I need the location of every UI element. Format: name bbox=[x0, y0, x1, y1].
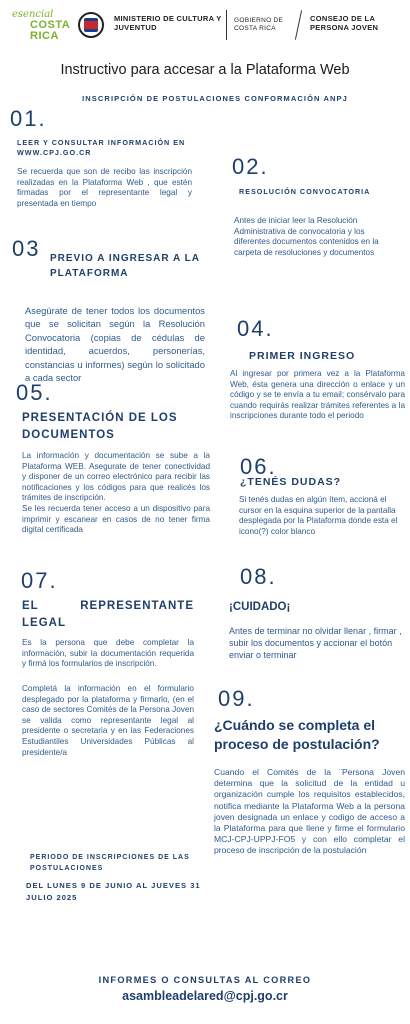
step-01-number: 01. bbox=[10, 106, 47, 131]
gobierno-label: GOBIERNO DE COSTA RICA bbox=[234, 17, 284, 32]
step-02-number: 02. bbox=[232, 154, 269, 179]
step-05-body: La información y documentación se sube a la Plataforma WEB. Asegurate de tener conectividad y disponer de un correo electrónico para recibir las notificaciones y los códigos para que realicés los trámites de inscripción. Se les recuerda tener acceso a un dispositivo para imprimir y escanear en casos de no tener firma digital certificada bbox=[22, 451, 210, 535]
registration-period-dates: DEL LUNES 9 DE JUNIO AL JUEVES 31 JULIO 2025 bbox=[26, 881, 201, 902]
step-01-body: Se recuerda que son de recibo las inscripción realizadas en la Plataforma Web , que estén firmadas por el representante legal y presentada en tiempo bbox=[17, 167, 192, 208]
step-07-number: 07. bbox=[21, 568, 58, 593]
step-07-body: Es la persona que debe completar la información, subir la documentación requerida y firmá los formularios de inscripción. bbox=[22, 638, 194, 669]
contact-label: INFORMES O CONSULTAS AL CORREO bbox=[98, 975, 312, 985]
step-05-heading: PRESENTACIÓN DE LOS DOCUMENTOS bbox=[22, 412, 178, 441]
page-subtitle: INSCRIPCIÓN DE POSTULACIONES CONFORMACIÓN ANPJ bbox=[82, 94, 348, 103]
ministerio-label: MINISTERIO DE CULTURA Y JUVENTUD bbox=[114, 14, 222, 32]
step-07-body-continued: Completá la información en el formulario desplegado por la plataforma y firmarlo, (en el caso de sectores Comités de la Persona Joven se valida como representante legal al presidente o secretaria y en las Federaciones Estudiantiles Universidades Públicas al presidente/a bbox=[22, 684, 194, 757]
esencial-costa-rica-logo bbox=[12, 10, 74, 42]
registration-period-label: PERIODO DE INSCRIPCIONES DE LAS POSTULACIONES bbox=[30, 854, 190, 872]
step-08-number: 08. bbox=[240, 564, 277, 589]
logo-script-text: esencial bbox=[12, 9, 54, 20]
step-06-number: 06. bbox=[240, 454, 277, 479]
logo-country-text: COSTA RICA bbox=[30, 19, 70, 42]
step-09-number: 09. bbox=[218, 686, 255, 711]
consejo-label: CONSEJO DE LA PERSONA JOVEN bbox=[310, 14, 379, 32]
step-08-body: Antes de terminar no olvidar llenar , firmar , subir los documentos y accionar el botón enviar o terminar bbox=[229, 626, 402, 660]
step-04-body: Al ingresar por primera vez a la Plataforma Web, ésta genera una dirección o enlace y un código y se te envía a tu email; consérvalo para cuando requirás realizar trámites referentes a la inscripciones durante todo el periodo bbox=[230, 369, 405, 421]
step-03-heading: PREVIO A INGRESAR A LA PLATAFORMA bbox=[50, 253, 200, 279]
page-title: Instructivo para accesar a la Plataforma Web bbox=[60, 62, 350, 78]
step-04-number: 04. bbox=[237, 316, 274, 341]
step-06-heading: ¿TENÉS DUDAS? bbox=[240, 476, 342, 488]
header-divider bbox=[226, 10, 227, 40]
step-03-body: Asegúrate de tener todos los documentos que se solicitan según la Resolución Convocatoria (copias de cédulas de identidad, acuerdos, personerías, constancias u informes) según lo solicitado a cada sector bbox=[25, 305, 205, 384]
step-05-number: 05. bbox=[16, 380, 53, 405]
contact-email-link[interactable]: asambleadelared@cpj.go.cr bbox=[122, 989, 288, 1003]
coat-of-arms-icon bbox=[78, 12, 104, 38]
step-02-heading: RESOLUCIÓN CONVOCATORIA bbox=[239, 187, 371, 196]
step-02-body: Antes de iniciar leer la Resolución Administrativa de convocatoria y los diferentes documentos contenidos en la carpeta de resoluciones y documentos bbox=[234, 216, 379, 257]
step-09-body: Cuando el Comités de la ¨Persona Joven determina que la solicitud de la entidad u organización cumple los requisitos establecidos, notifica mediante la Plataforma Web a la persona joven designada un enlace y codigo de acceso a la Plataforma para que llene y firme el formulario MCJ-CPJ-UPPJ-FO5 y con ello completar el proceso de inscripción de la postulación bbox=[214, 767, 405, 856]
step-04-heading: PRIMER INGRESO bbox=[249, 350, 356, 362]
step-09-heading: ¿Cuándo se completa el proceso de postulación? bbox=[214, 717, 380, 752]
step-01-heading: LEER Y CONSULTAR INFORMACIÓN EN WWW.CPJ.GO.CR bbox=[17, 138, 186, 157]
step-07-heading: EL REPRESENTANTE LEGAL bbox=[22, 600, 194, 629]
step-06-body: Si tenés dudas en algún ítem, accioná el cursor en la esquina superior de la pantalla desplegada por la Plataforma donde esta el icono(?) color blanco bbox=[239, 495, 398, 536]
step-08-heading: ¡CUIDADO¡ bbox=[229, 601, 291, 613]
step-03-number: 03 bbox=[12, 236, 41, 261]
header-divider bbox=[295, 10, 302, 40]
